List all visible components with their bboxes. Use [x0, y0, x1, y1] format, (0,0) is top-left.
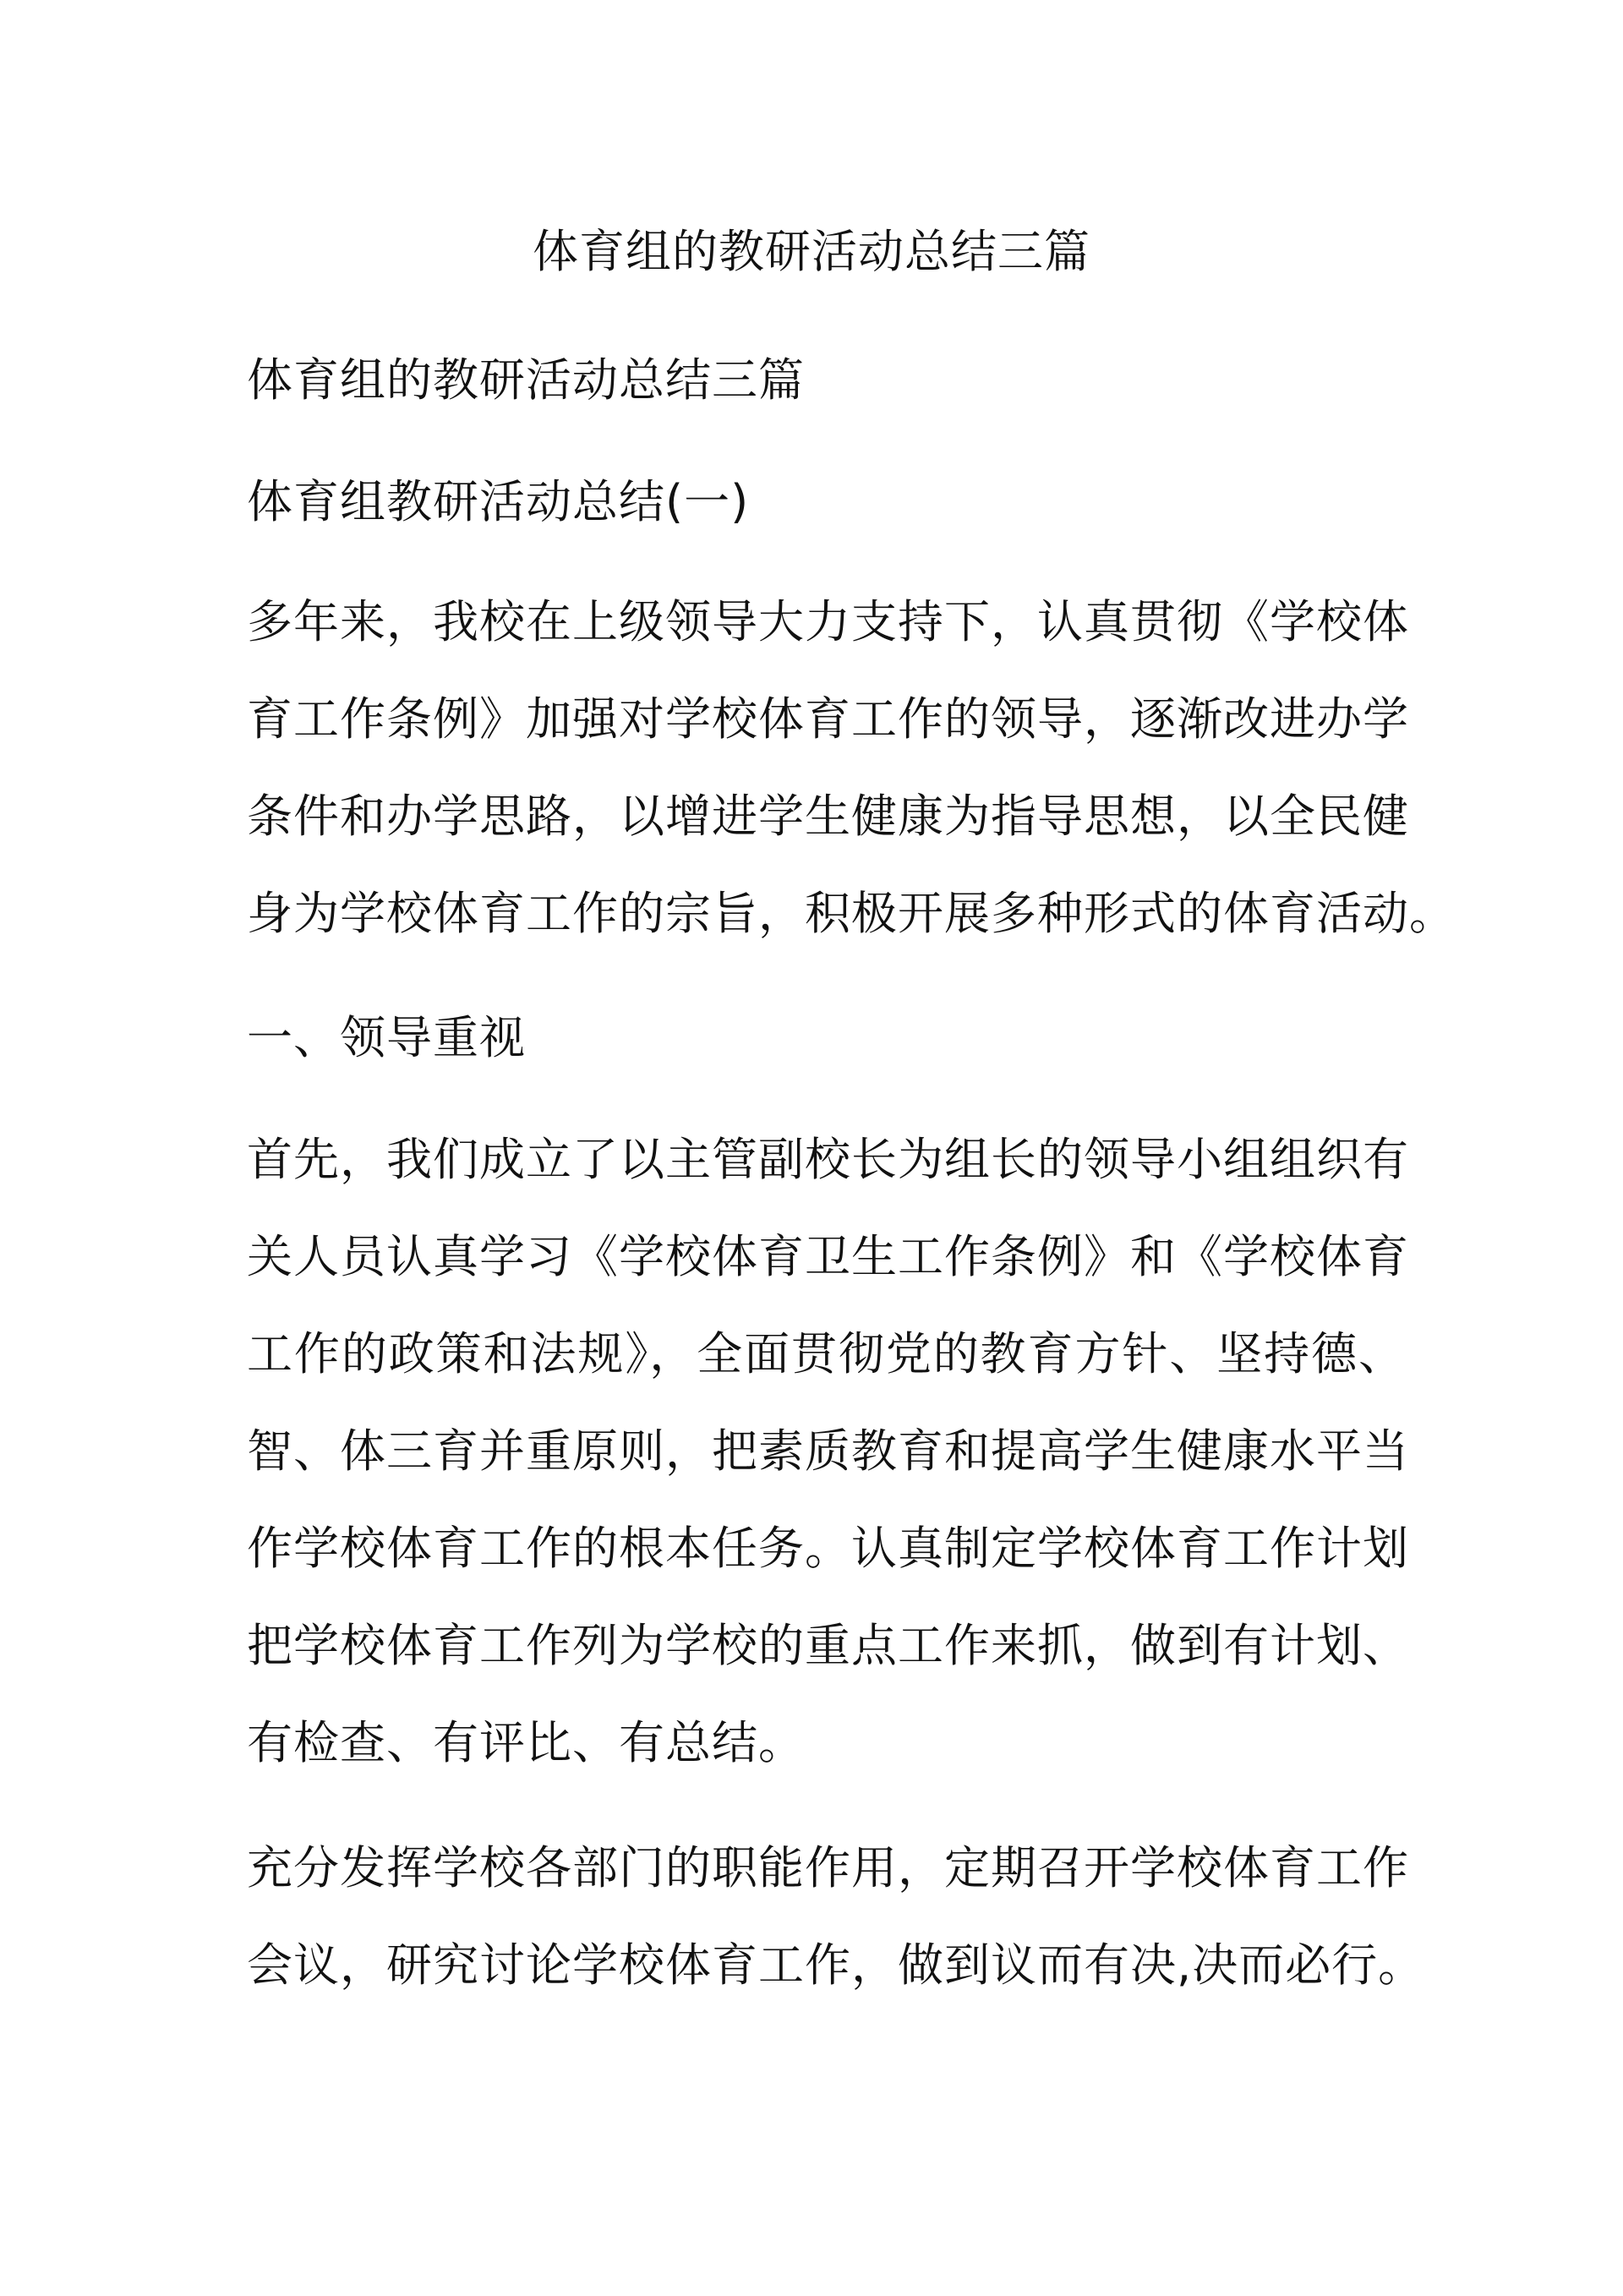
paragraph-line: 有检查、有评比、有总结。: [247, 1716, 805, 1769]
paragraph-line: 智、体三育并重原则，把素质教育和提高学生健康水平当: [247, 1424, 1409, 1478]
paragraph-line: 身为学校体育工作的宗旨，积极开展多种形式的体育活动。: [247, 887, 1456, 940]
heading-leadership: 一、领导重视: [247, 1011, 526, 1064]
document-title: 体育组的教研活动总结三篇: [533, 225, 1090, 278]
paragraph-line: 把学校体育工作列为学校的重点工作来抓，做到有计划、: [247, 1619, 1409, 1672]
departments-paragraph: [247, 1838, 1425, 2032]
paragraph-line: 关人员认真学习《学校体育卫生工作条例》和《学校体育: [247, 1230, 1409, 1283]
paragraph-line: 多年来，我校在上级领导大力支持下，认真贯彻《学校体: [247, 595, 1409, 648]
paragraph-line: 作学校体育工作的根本任务。认真制定学校体育工作计划: [247, 1522, 1409, 1575]
paragraph-line: 条件和办学思路，以增进学生健康为指导思想，以全民健: [247, 790, 1409, 843]
paragraph-line: 充分发挥学校各部门的职能作用，定期召开学校体育工作: [247, 1841, 1409, 1894]
leadership-paragraph: [247, 1129, 1409, 1810]
document-subtitle: 体育组的教研活动总结三篇: [247, 353, 805, 407]
paragraph-line: 会议，研究讨论学校体育工作，做到议而有决,决而必行。: [247, 1938, 1425, 1992]
paragraph-line: 育工作条例》加强对学校体育工作的领导，逐渐改进办学: [247, 692, 1409, 746]
section-title: 体育组教研活动总结(一): [247, 475, 750, 528]
intro-paragraph: [247, 592, 1456, 981]
paragraph-line: 首先，我们成立了以主管副校长为组长的领导小组组织有: [247, 1133, 1409, 1186]
paragraph-line: 工作的政策和法规》，全面贯彻党的教育方针、坚持德、: [247, 1327, 1405, 1380]
